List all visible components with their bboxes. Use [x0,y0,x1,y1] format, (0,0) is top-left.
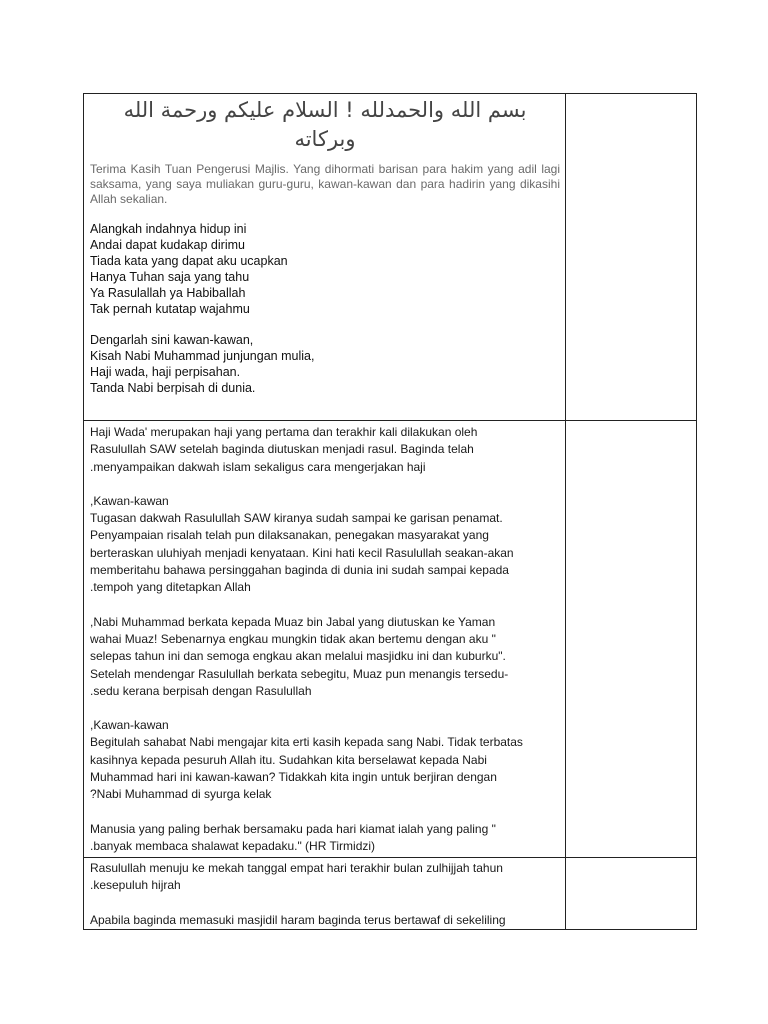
paragraph [90,860,560,895]
text-line: wahai Muaz! Sebenarnya engkau mungkin tidak akan bertemu dengan aku " [90,631,496,646]
poem-line: Alangkah indahnya hidup ini [90,222,247,236]
poem-stanza [90,221,560,317]
text-line: ?Nabi Muhammad di syurga kelak [90,787,272,802]
text-line: .sedu kerana berpisah dengan Rasulullah [90,683,312,698]
text-line: ,Kawan-kawan [90,493,169,508]
greeting-paragraph: Terima Kasih Tuan Pengerusi Majlis. Yang dihormati barisan para hakim yang adil lagi saksama, yang saya muliakan guru-guru, kawan-kawan dan para hadirin yang dikasihi Allah sekalian. [90,162,560,206]
text-line: .tempoh yang ditetapkan Allah [90,580,251,595]
notes-cell [566,94,697,421]
text-line: Apabila baginda memasuki masjidil haram baginda terus bertawaf di sekeliling [90,912,506,927]
arabic-line: بسم الله والحمدلله ! السلام عليكم ورحمة الله [123,98,527,122]
text-line: .menyampaikan dakwah islam sekaligus cara mengerjakan haji [90,459,426,474]
text-line: Muhammad hari ini kawan-kawan? Tidakkah kita ingin untuk berjiran dengan [90,770,497,785]
text-line: kasihnya kepada pesuruh Allah itu. Sudahkan kita berselawat kepada Nabi [90,752,487,767]
poem-line: Kisah Nabi Muhammad junjungan mulia, [90,349,315,363]
text-line: .kesepuluh hijrah [90,878,181,893]
text-line: .banyak membaca shalawat kepadaku." (HR Tirmidzi) [90,838,376,853]
paragraph [90,912,560,929]
arabic-salutation [90,96,560,154]
notes-cell [566,858,697,930]
poem-line: Haji wada, haji perpisahan. [90,365,241,379]
poem-line: Tak pernah kutatap wajahmu [90,302,250,316]
paragraph [90,717,560,803]
poem-line: Tiada kata yang dapat aku ucapkan [90,254,288,268]
poem-line: Hanya Tuhan saja yang tahu [90,270,250,284]
text-line: Rasulullah SAW setelah baginda diutuskan menjadi rasul. Baginda telah [90,442,474,457]
poem-line: Andai dapat kudakap dirimu [90,238,245,252]
text-line: Rasulullah menuju ke mekah tanggal empat hari terakhir bulan zulhijjah tahun [90,861,503,875]
paragraph [90,424,560,476]
text-line: Manusia yang paling berhak bersamaku pada hari kiamat ialah yang paling " [90,821,496,836]
poem-line: Ya Rasulallah ya Habiballah [90,286,246,300]
paragraph [90,614,560,700]
text-line: ,Nabi Muhammad berkata kepada Muaz bin Jabal yang diutuskan ke Yaman [90,614,496,629]
table-row [84,421,697,858]
text-line: Penyampaian risalah telah pun dilaksanakan, penegakan masyarakat yang [90,528,489,543]
poem-stanza-2 [90,332,560,396]
body-cell [84,858,566,930]
paragraph [90,493,560,597]
poem-line: Tanda Nabi berpisah di dunia. [90,381,256,395]
opening-cell [84,94,566,421]
body-cell [84,421,566,858]
text-line: Begitulah sahabat Nabi mengajar kita erti kasih kepada sang Nabi. Tidak terbatas [90,735,523,750]
text-line: selepas tahun ini dan semoga engkau akan melalui masjidku ini dan kuburku". [90,649,506,664]
text-line: ,Kawan-kawan [90,718,169,733]
text-line: Haji Wada' merupakan haji yang pertama dan terakhir kali dilakukan oleh [90,425,478,439]
speech-table [83,93,697,930]
arabic-line: وبركاته [294,127,356,151]
notes-cell [566,421,697,858]
text-line: Setelah mendengar Rasulullah berkata sebegitu, Muaz pun menangis tersedu- [90,666,509,681]
table-row [84,858,697,930]
poem-line: Dengarlah sini kawan-kawan, [90,333,254,347]
text-line: berteraskan uluhiyah menjadi kenyataan. Kini hati kecil Rasulullah seakan-akan [90,545,514,560]
text-line: memberitahu bahawa persinggahan baginda di dunia ini sudah sampai kepada [90,563,509,578]
text-line: Tugasan dakwah Rasulullah SAW kiranya sudah sampai ke garisan penamat. [90,511,503,526]
table-row [84,94,697,421]
paragraph [90,821,560,856]
